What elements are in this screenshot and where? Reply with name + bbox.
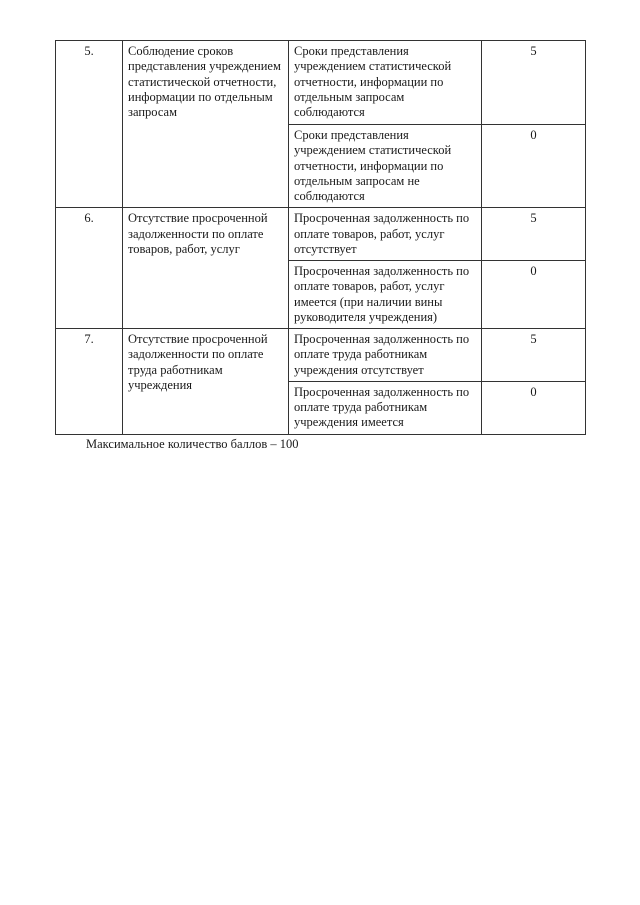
condition-text: Просроченная задолженность по оплате товаров, работ, услуг имеется (при наличии вины руководителя учреждения): [289, 261, 482, 329]
row-number: 7.: [56, 329, 123, 435]
condition-score: 0: [482, 381, 586, 434]
max-score-note: Максимальное количество баллов – 100: [86, 437, 299, 451]
condition-text: Сроки представления учреждением статистической отчетности, информации по отдельным запросам соблюдаются: [289, 41, 482, 125]
row-number: 6.: [56, 208, 123, 329]
condition-score: 5: [482, 329, 586, 382]
table-row: [56, 329, 586, 382]
condition-score: 0: [482, 261, 586, 329]
condition-text: Просроченная задолженность по оплате труда работникам учреждения имеется: [289, 381, 482, 434]
condition-text: Просроченная задолженность по оплате товаров, работ, услуг отсутствует: [289, 208, 482, 261]
criterion-name: Отсутствие просроченной задолженности по оплате товаров, работ, услуг: [123, 208, 289, 329]
criterion-name: Соблюдение сроков представления учреждением статистической отчетности, информации по отдельным запросам: [123, 41, 289, 208]
condition-text: Сроки представления учреждением статистической отчетности, информации по отдельным запросам не соблюдаются: [289, 125, 482, 208]
criteria-table: [55, 40, 586, 435]
condition-score: 0: [482, 125, 586, 208]
row-number: 5.: [56, 41, 123, 208]
condition-score: 5: [482, 208, 586, 261]
condition-score: 5: [482, 41, 586, 125]
table-row: [56, 41, 586, 125]
condition-text: Просроченная задолженность по оплате труда работникам учреждения отсутствует: [289, 329, 482, 382]
criterion-name: Отсутствие просроченной задолженности по оплате труда работникам учреждения: [123, 329, 289, 435]
table-row: [56, 208, 586, 261]
